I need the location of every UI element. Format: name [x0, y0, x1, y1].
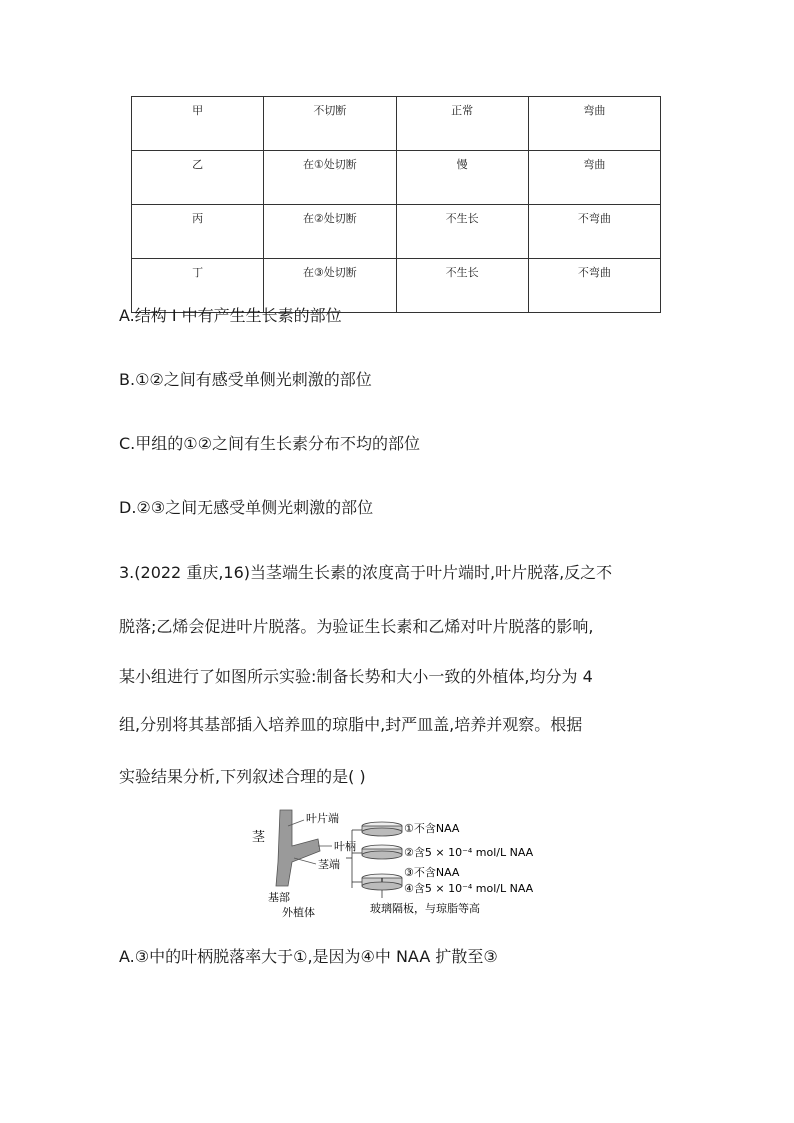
table-cell: 弯曲 [528, 97, 660, 151]
question-line: 组,分别将其基部插入培养皿的琼脂中,封严皿盖,培养并观察。根据 [119, 715, 583, 734]
table-cell: 在③处切断 [264, 259, 396, 313]
table-cell: 甲 [132, 97, 264, 151]
table-cell: 在①处切断 [264, 151, 396, 205]
petri-dish-3 [362, 874, 402, 890]
label-explant: 外植体 [282, 906, 315, 919]
table-cell: 不弯曲 [528, 205, 660, 259]
petri-dish-1 [362, 822, 402, 836]
table-cell: 丙 [132, 205, 264, 259]
partition-note: 玻璃隔板，与琼脂等高 [370, 902, 480, 915]
option-b: B.①②之间有感受单侧光刺激的部位 [119, 370, 372, 389]
label-base: 基部 [268, 891, 290, 904]
question-line: 脱落;乙烯会促进叶片脱落。为验证生长素和乙烯对叶片脱落的影响, [119, 617, 594, 636]
option-d: D.②③之间无感受单侧光刺激的部位 [119, 498, 374, 517]
question-line: 某小组进行了如图所示实验:制备长势和大小一致的外植体,均分为 4 [119, 667, 593, 686]
option-c: C.甲组的①②之间有生长素分布不均的部位 [119, 434, 420, 453]
question-line: 实验结果分析,下列叙述合理的是( ) [119, 767, 366, 786]
table-row [132, 151, 661, 205]
dish-label-4: ④含5 × 10⁻⁴ mol/L NAA [404, 882, 534, 895]
result-table [131, 96, 661, 313]
label-stem-end: 茎端 [318, 858, 340, 871]
table-cell: 丁 [132, 259, 264, 313]
dish-label-3: ③不含NAA [404, 866, 460, 879]
table-cell: 慢 [396, 151, 528, 205]
experiment-figure [248, 806, 548, 920]
table-cell: 不切断 [264, 97, 396, 151]
table-cell: 乙 [132, 151, 264, 205]
option-a: A.结构 I 中有产生生长素的部位 [119, 306, 342, 325]
question-line: 3.(2022 重庆,16)当茎端生长素的浓度高于叶片端时,叶片脱落,反之不 [119, 563, 613, 582]
table-cell: 不弯曲 [528, 259, 660, 313]
dish-label-1: ①不含NAA [404, 822, 460, 835]
label-petiole: 叶柄 [334, 840, 356, 853]
table-row [132, 97, 661, 151]
table-row [132, 205, 661, 259]
petri-dish-2 [362, 845, 402, 859]
dish-label-2: ②含5 × 10⁻⁴ mol/L NAA [404, 846, 534, 859]
label-stem: 茎 [252, 830, 266, 845]
table-cell: 不生长 [396, 205, 528, 259]
table-cell: 不生长 [396, 259, 528, 313]
stem-end-pointer [294, 858, 316, 864]
label-leaf-end: 叶片端 [306, 812, 339, 825]
table-cell: 弯曲 [528, 151, 660, 205]
table-cell: 正常 [396, 97, 528, 151]
option-q3-a: A.③中的叶柄脱落率大于①,是因为④中 NAA 扩散至③ [119, 947, 498, 966]
table-cell: 在②处切断 [264, 205, 396, 259]
